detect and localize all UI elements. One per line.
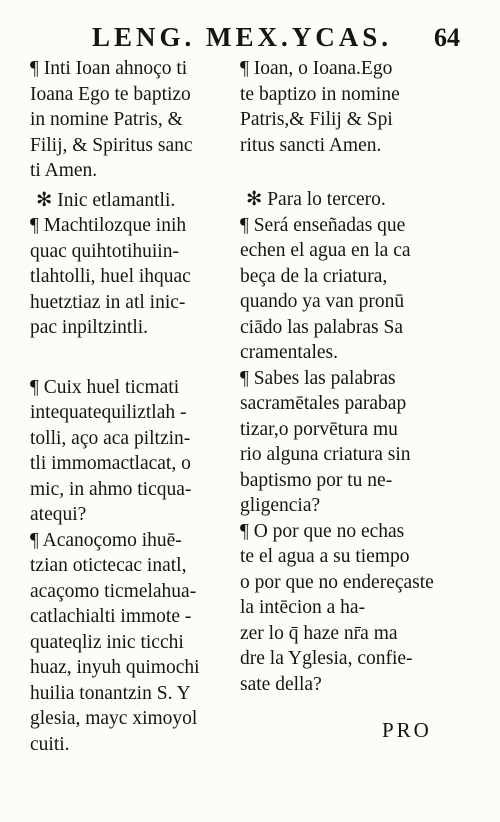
text-line: pac inpiltzintli.	[30, 317, 149, 338]
right-column-spanish	[240, 56, 450, 697]
text-line: ¶ Ioan, o Ioana.Ego	[240, 58, 393, 79]
left-block-3	[30, 213, 235, 341]
text-line: acaçomo ticmelahua-	[30, 580, 197, 602]
text-line: tolli, aço aca piltzin-	[30, 427, 191, 449]
text-line: zer lo q̄ haze nr̄a ma	[240, 622, 398, 644]
text-line: in nomine Patris, &	[30, 109, 183, 130]
running-title: LENG. MEX.YCAS.	[92, 22, 393, 52]
spacer	[30, 341, 235, 375]
text-line: dre la Yglesia, confie-	[240, 648, 413, 669]
text-line: Ioana Ego te baptizo	[30, 83, 191, 105]
text-line: echen el agua en la ca	[240, 240, 411, 261]
right-block-4	[240, 366, 450, 519]
text-line: ¶ Cuix huel ticmati	[30, 376, 180, 398]
text-line: ritus sancti Amen.	[240, 134, 382, 156]
text-line: o por que no endereçaste	[240, 571, 434, 593]
text-line: quando ya van pronū	[240, 291, 405, 312]
text-line: sate della?	[240, 673, 322, 695]
text-line: sacramētales parabap	[240, 393, 407, 414]
page-header	[92, 22, 460, 53]
text-line: ciādo las palabras Sa	[240, 316, 403, 338]
right-block-3	[240, 213, 450, 366]
text-line: atequi?	[30, 504, 87, 525]
right-block-5	[240, 519, 450, 698]
section-heading: ✻ Inic etlamantli.	[36, 189, 176, 211]
text-line: la intēcion a ha-	[240, 597, 366, 618]
text-line: mic, in ahmo ticqua-	[30, 478, 192, 500]
text-line: ¶ Será enseñadas que	[240, 214, 406, 236]
text-line: glesia, mayc ximoyol	[30, 708, 198, 729]
right-block-1	[240, 56, 450, 158]
text-line: te el agua a su tiempo	[240, 546, 410, 567]
text-line: rio alguna criatura sin	[240, 444, 411, 465]
text-line: gligencia?	[240, 495, 321, 516]
text-line: ti Amen.	[30, 160, 98, 181]
text-line: te baptizo in nomine	[240, 83, 400, 105]
text-line: huaz, inyuh quimochi	[30, 657, 200, 678]
text-line: intequatequiliztlah -	[30, 402, 187, 423]
text-line: ¶ Inti Ioan ahnoço ti	[30, 58, 188, 79]
text-line: cramentales.	[240, 342, 338, 363]
text-line: cuiti.	[30, 733, 70, 755]
text-line: ¶ Machtilozque inih	[30, 215, 187, 236]
text-line: ¶ Sabes las palabras	[240, 367, 396, 389]
left-block-1	[30, 56, 235, 184]
text-line: huetztiaz in atl inic-	[30, 291, 186, 313]
page-number: 64	[434, 22, 460, 52]
text-line: Filij, & Spiritus sanc	[30, 134, 193, 156]
text-line: Patris,& Filij & Spi	[240, 109, 393, 130]
section-heading: ✻ Para lo tercero.	[246, 189, 386, 210]
catchword: PRO	[382, 718, 432, 742]
text-line: catlachialti immote -	[30, 606, 192, 627]
text-line: tlahtolli, huel ihquac	[30, 266, 191, 287]
text-line: tli immomactlacat, o	[30, 453, 191, 474]
text-line: ¶ Acanoçomo ihuē-	[30, 529, 182, 551]
text-line: quateqliz inic ticchi	[30, 631, 184, 653]
left-block-2	[30, 188, 235, 214]
left-block-4	[30, 375, 235, 528]
text-line: beça de la criatura,	[240, 265, 388, 287]
text-line: quac quihtotihuiin-	[30, 240, 179, 262]
text-line: huilia tonantzin S. Y	[30, 682, 191, 704]
text-line: tizar,o porvētura mu	[240, 418, 398, 440]
left-block-5	[30, 528, 235, 758]
text-line: ¶ O por que no echas	[240, 520, 405, 542]
right-block-2	[240, 187, 450, 213]
text-line: tzian otictecac inatl,	[30, 555, 187, 576]
text-line: baptismo por tu ne-	[240, 469, 393, 491]
left-column-nahuatl	[30, 56, 235, 757]
